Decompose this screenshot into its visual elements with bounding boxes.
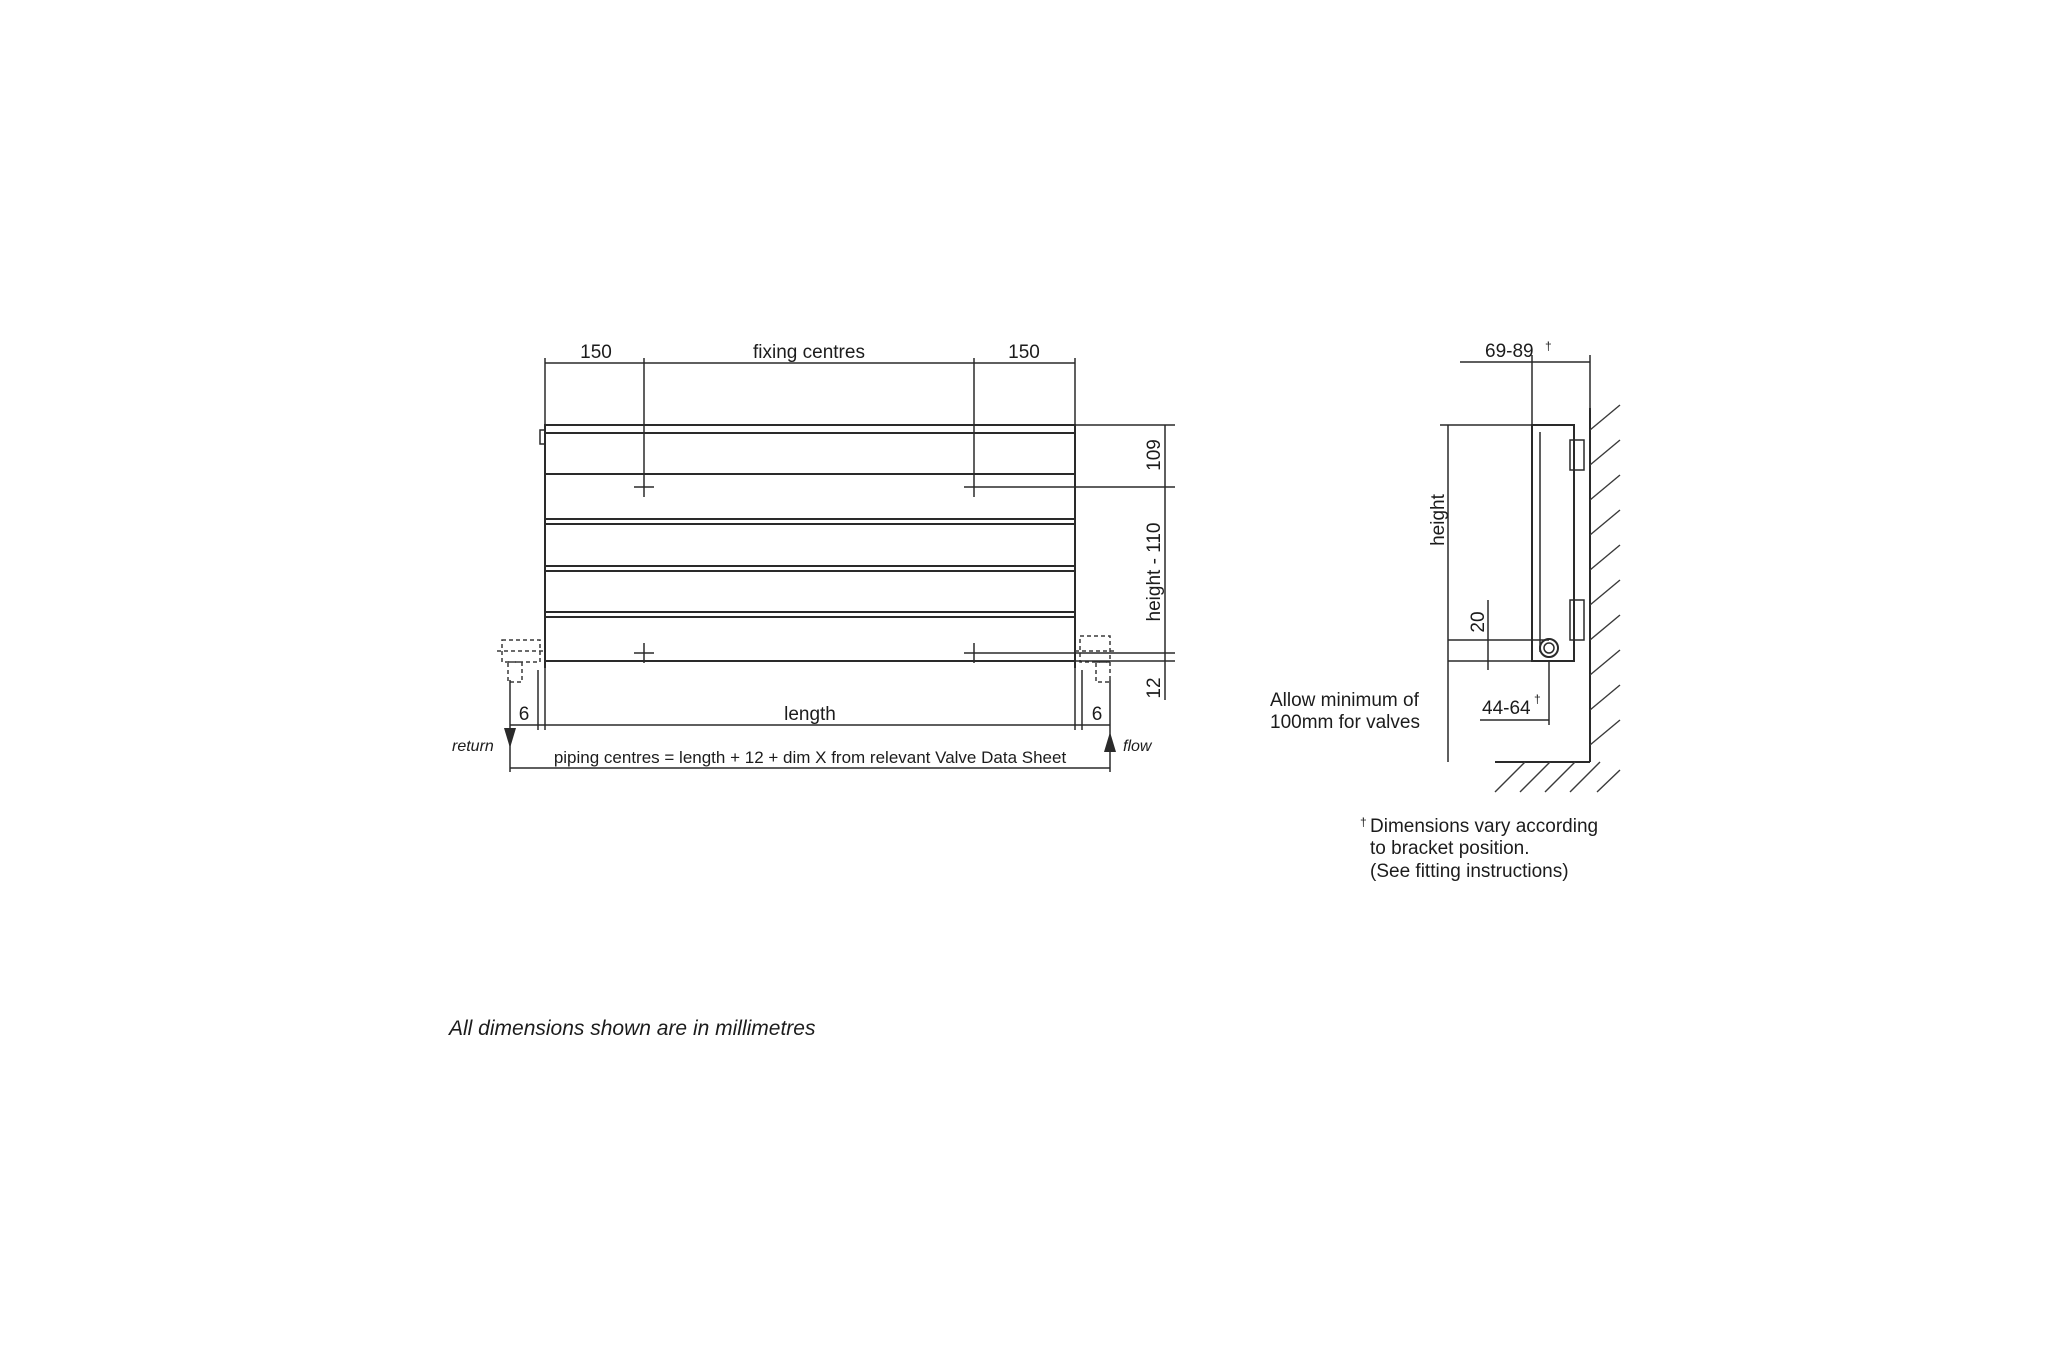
radiator-side-view xyxy=(1270,339,1620,792)
wall-bracket xyxy=(1570,600,1584,640)
dim-length: length xyxy=(784,704,836,725)
dim-20: 20 xyxy=(1468,611,1489,633)
units-footnote: All dimensions shown are in millimetres xyxy=(449,1017,816,1040)
fixing-point-marker xyxy=(964,477,984,497)
flow-arrow-icon xyxy=(1104,732,1116,752)
dim-right-150: 150 xyxy=(1008,342,1040,363)
valve-connection-icon xyxy=(1540,639,1558,657)
fixing-point-marker xyxy=(634,477,654,497)
dim-12: 12 xyxy=(1144,677,1165,699)
dagger-mark: † xyxy=(1545,339,1552,353)
note-line2: to bracket position. xyxy=(1370,838,1530,859)
piping-centres-formula: piping centres = length + 12 + dim X from relevant Valve Data Sheet xyxy=(553,748,1067,767)
return-arrow-icon xyxy=(504,728,516,748)
dim-height: height xyxy=(1428,494,1449,546)
dim-height-minus-110: height - 110 xyxy=(1144,522,1165,622)
dim-left-150: 150 xyxy=(580,342,612,363)
radiator-panel-outline xyxy=(545,425,1075,661)
allow-min-line2: 100mm for valves xyxy=(1270,712,1420,733)
label-return: return xyxy=(452,738,494,755)
note-line3: (See fitting instructions) xyxy=(1370,861,1569,882)
flow-valve xyxy=(1075,636,1116,682)
label-flow: flow xyxy=(1123,738,1152,755)
dim-69-89: 69-89 xyxy=(1485,341,1534,362)
note-line1: Dimensions vary according xyxy=(1370,816,1599,837)
dagger-mark: † xyxy=(1360,815,1367,829)
bracket-note xyxy=(1360,815,1598,882)
wall-hatching xyxy=(1495,405,1620,792)
allow-min-line1: Allow minimum of xyxy=(1270,690,1419,711)
radiator-side-profile xyxy=(1532,425,1574,661)
radiator-front-view xyxy=(452,342,1175,772)
bleed-valve xyxy=(540,430,545,444)
dim-left-6: 6 xyxy=(518,704,530,725)
dagger-mark: † xyxy=(1534,692,1541,706)
wall-bracket xyxy=(1570,440,1584,470)
dim-fixing-centres: fixing centres xyxy=(753,342,865,363)
dim-109: 109 xyxy=(1144,439,1165,471)
dim-right-6: 6 xyxy=(1091,704,1103,725)
dim-44-64: 44-64 xyxy=(1482,698,1531,719)
